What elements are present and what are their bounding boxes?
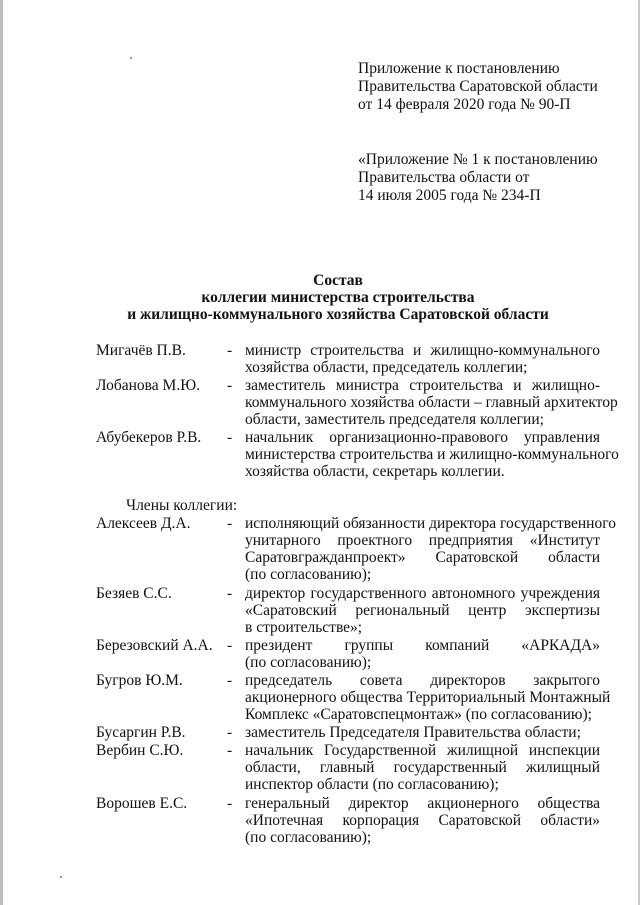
document-title [0, 272, 640, 323]
position-line: директор государственного автономного учреждения [245, 585, 600, 602]
member-name: Абубекеров Р.В. [96, 429, 202, 446]
member-name: Мигачёв П.В. [96, 342, 186, 359]
position-line: министерства строительства и жилищно-коммунального [245, 446, 619, 463]
original-annex-header [358, 151, 598, 205]
member-dash: - [227, 515, 233, 532]
member-position [245, 672, 611, 723]
member-position [245, 342, 600, 376]
member-dash: - [227, 585, 233, 602]
position-line: министр строительства и жилищно-коммунального [245, 342, 600, 359]
header-line: Правительства Саратовской области [358, 78, 598, 95]
position-line: унитарного проектного предприятия «Институт [245, 532, 600, 549]
member-position [245, 724, 600, 741]
member-dash: - [227, 724, 233, 741]
position-line: (по согласованию); [245, 654, 372, 671]
member-name: Вербин С.Ю. [96, 742, 184, 759]
position-line: заместитель Председателя Правительства области; [245, 724, 581, 741]
approval-header [358, 60, 598, 114]
position-line: председатель совета директоров закрытого [245, 672, 600, 689]
position-line: акционерного общества Территориальный Монтажный [245, 689, 611, 706]
member-name: Безяев С.С. [96, 585, 172, 602]
header-line: от 14 февраля 2020 года № 90-П [358, 96, 571, 113]
position-line: коммунального хозяйства области – главный архитектор [245, 394, 618, 411]
position-line: (по согласованию); [245, 566, 372, 583]
member-name: Лобанова М.Ю. [96, 377, 201, 394]
position-line: заместитель министра строительства и жилищно- [245, 377, 600, 394]
member-dash: - [227, 429, 233, 446]
member-dash: - [227, 795, 233, 812]
member-name: Березовский А.А. [96, 637, 213, 654]
subheader-line: Правительства области от [358, 169, 530, 186]
member-position [245, 429, 619, 480]
member-dash: - [227, 672, 233, 689]
member-name: Бугров Ю.М. [96, 672, 183, 689]
title-line: и жилищно-коммунального хозяйства Саратовской области [127, 306, 549, 323]
position-line: исполняющий обязанности директора государственного [245, 515, 616, 532]
member-position [245, 377, 618, 428]
member-position [245, 795, 600, 846]
position-line: Комплекс «Саратовспецмонтаж» (по согласованию); [245, 706, 592, 723]
position-line: генеральный директор акционерного общества [245, 795, 600, 812]
scan-speck [130, 57, 132, 59]
position-line: области, главный государственный жилищный [245, 759, 600, 776]
position-line: хозяйства области, секретарь коллегии. [245, 463, 505, 480]
member-name: Алексеев Д.А. [96, 515, 191, 532]
position-line: в строительстве»; [245, 619, 363, 636]
member-name: Ворошев Е.С. [96, 795, 188, 812]
position-line: области, заместитель председателя коллегии; [245, 411, 544, 428]
scan-edge-left [0, 0, 3, 905]
position-line: инспектор области (по согласованию); [245, 776, 499, 793]
member-dash: - [227, 377, 233, 394]
position-line: хозяйства области, председатель коллегии; [245, 359, 528, 376]
member-position [245, 637, 600, 671]
member-position [245, 742, 600, 793]
scan-speck [60, 876, 62, 878]
position-line: «Ипотечная корпорация Саратовской области» [245, 812, 600, 829]
header-line: Приложение к постановлению [358, 60, 560, 77]
position-line: (по согласованию); [245, 829, 372, 846]
member-dash: - [227, 742, 233, 759]
subheader-line: 14 июля 2005 года № 234-П [358, 187, 541, 204]
position-line: «Саратовский региональный центр экспертизы [245, 602, 600, 619]
member-dash: - [227, 637, 233, 654]
title-line: Состав [313, 272, 363, 289]
position-line: президент группы компаний «АРКАДА» [245, 637, 600, 654]
title-line: коллегии министерства строительства [201, 289, 475, 306]
member-name: Бусаргин Р.В. [96, 724, 186, 741]
member-position [245, 515, 616, 583]
member-dash: - [227, 342, 233, 359]
position-line: начальник Государственной жилищной инспекции [245, 742, 600, 759]
members-heading: Члены коллегии: [126, 497, 238, 514]
member-position [245, 585, 600, 636]
position-line: Саратовгражданпроект» Саратовской области [245, 549, 600, 566]
subheader-line: «Приложение № 1 к постановлению [358, 151, 598, 168]
position-line: начальник организационно-правового управления [245, 429, 600, 446]
